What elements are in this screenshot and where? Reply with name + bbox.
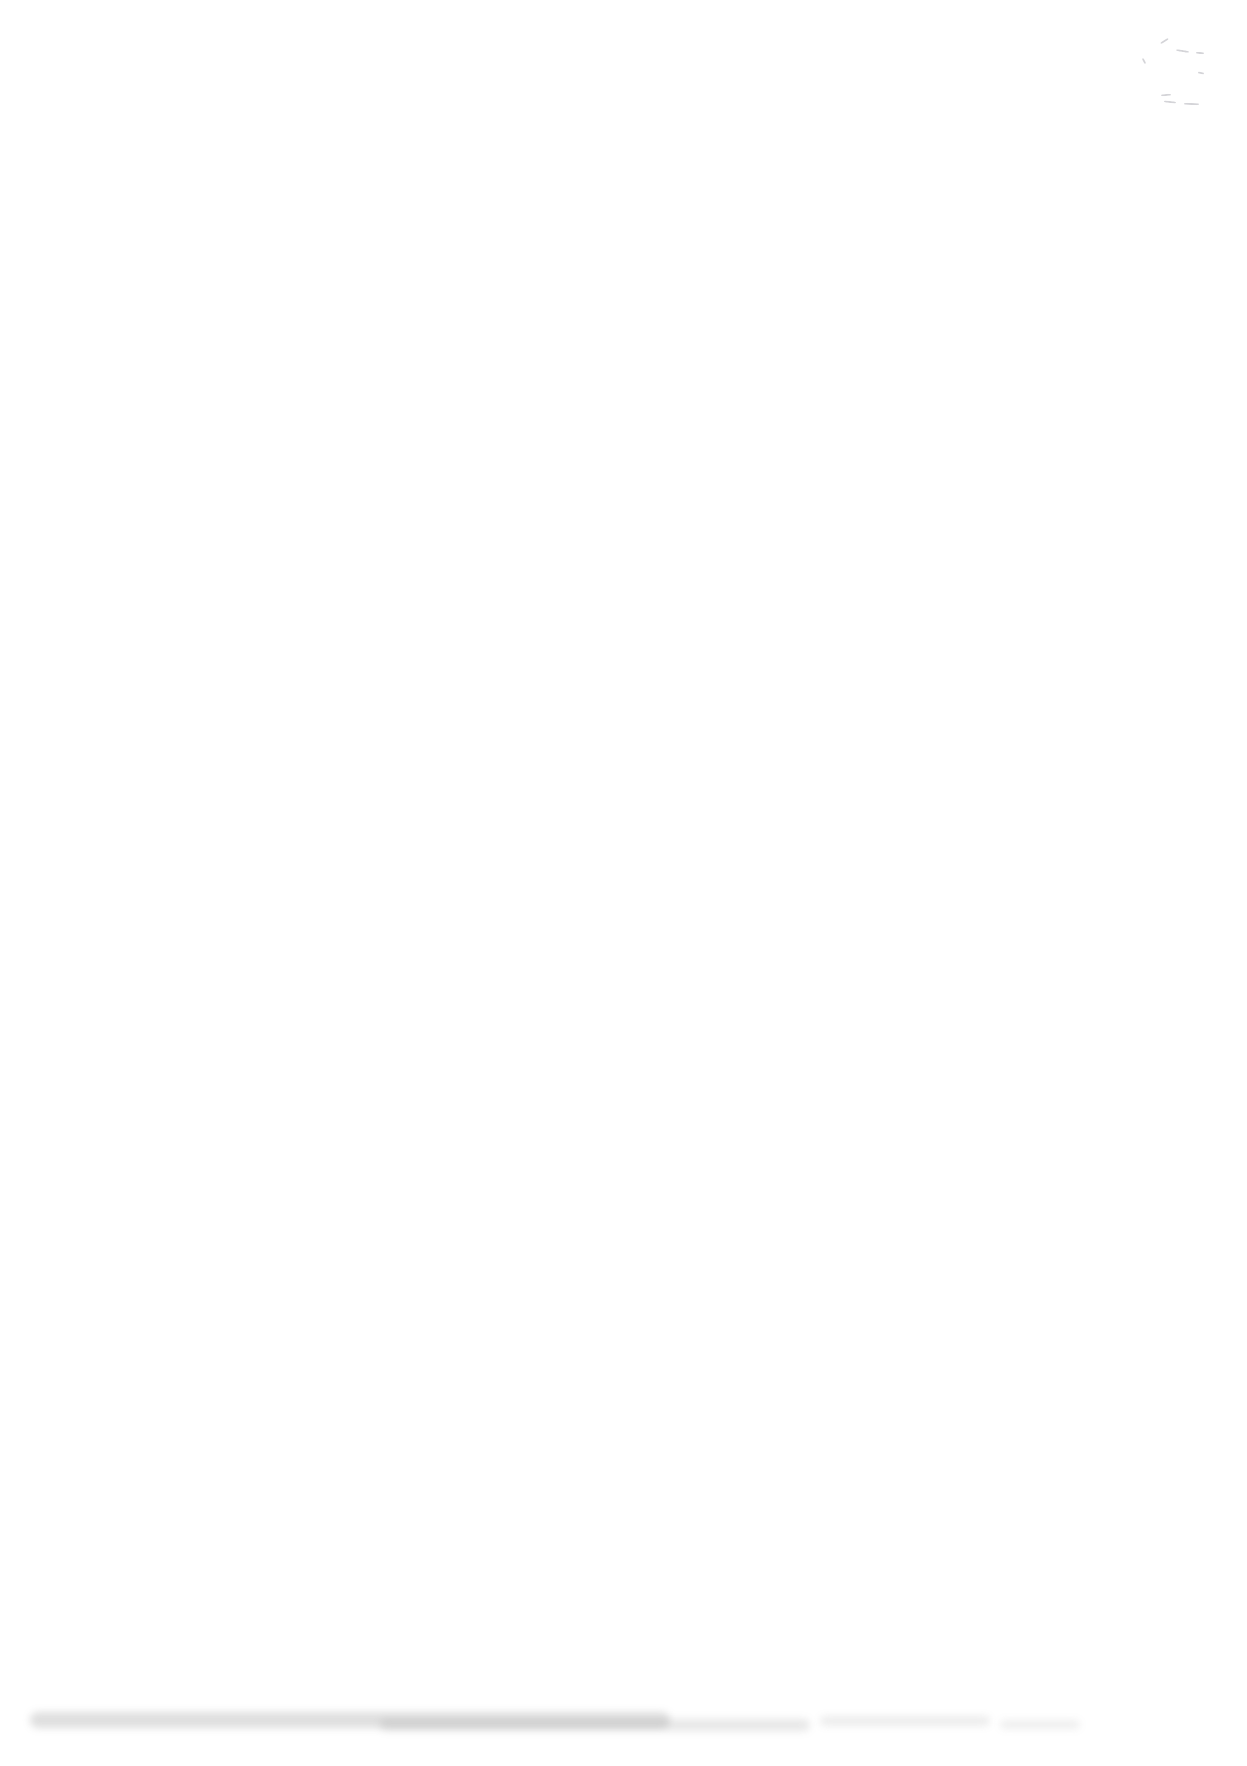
pencil-mark <box>1198 71 1204 74</box>
pencil-mark <box>1164 100 1176 103</box>
pencil-mark <box>1196 52 1204 55</box>
pencil-mark <box>1142 58 1147 64</box>
scan-smudge <box>380 1719 810 1731</box>
pencil-mark <box>1161 94 1171 97</box>
pencil-mark <box>1176 49 1189 53</box>
scan-smudge <box>1000 1720 1080 1729</box>
scan-smudge <box>820 1716 990 1726</box>
pencil-mark <box>1184 103 1199 106</box>
pencil-mark <box>1160 38 1169 44</box>
